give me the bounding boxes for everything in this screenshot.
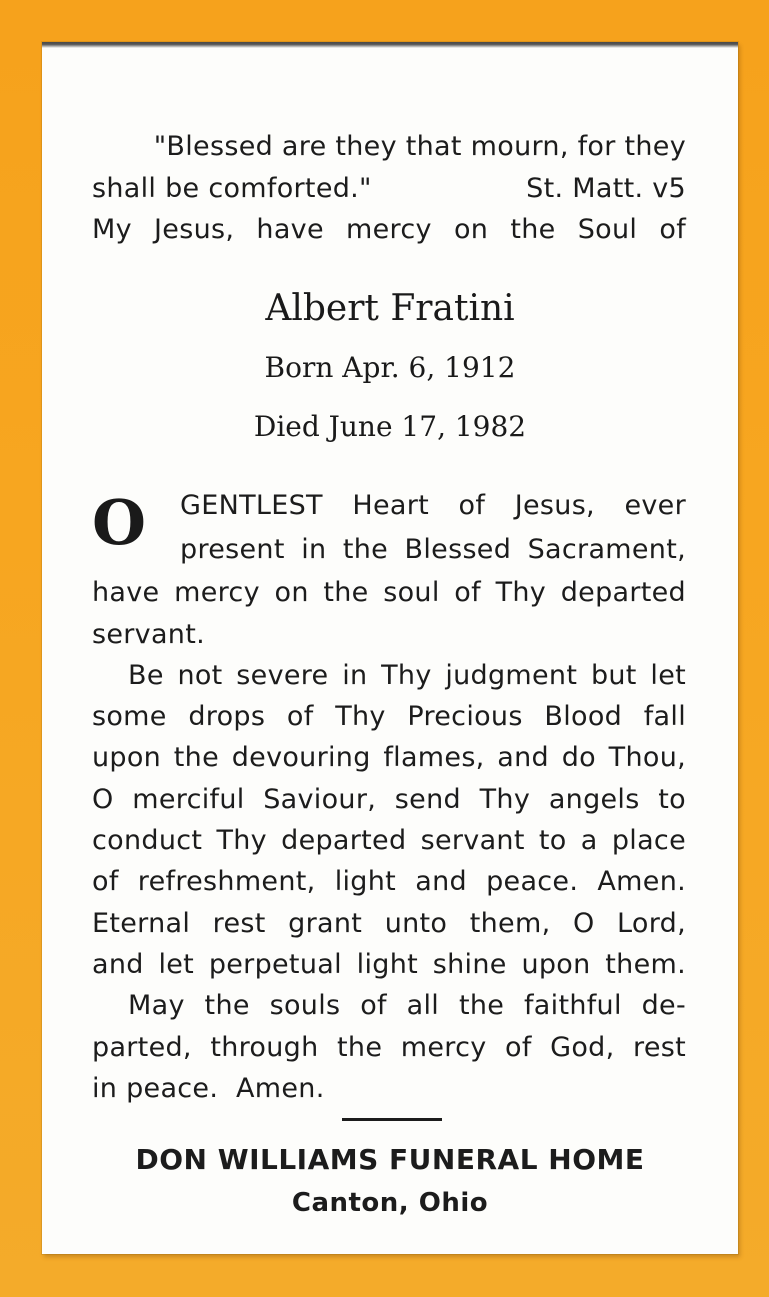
death-date: Died June 17, 1982 <box>253 410 527 443</box>
prayer-p3-line-1: Eternal rest grant unto them, O Lord, <box>92 908 686 939</box>
prayer-p2-line-2: some drops of Thy Precious Blood fall <box>92 701 686 732</box>
deceased-name: Albert Fratini <box>265 288 515 329</box>
funeral-home-location: Canton, Ohio <box>291 1188 489 1218</box>
prayer-p2-line-4: O merciful Saviour, send Thy angels to <box>92 784 686 815</box>
prayer-p1-line-1: GENTLEST Heart of Jesus, ever <box>180 490 686 521</box>
scripture-line-2 <box>92 173 686 205</box>
prayer-p1-line-4: servant. <box>92 619 205 650</box>
prayer-p1-line-2: present in the Blessed Sacrament, <box>180 534 686 565</box>
prayer-p4-line-3: in peace. Amen. <box>92 1073 325 1104</box>
scripture-line-1: "Blessed are they that mourn, for they <box>153 131 686 162</box>
prayer-p3-line-2: and let perpetual light shine upon them. <box>92 949 686 980</box>
prayer-p2-line-3: upon the devouring flames, and do Thou, <box>92 742 686 773</box>
prayer-p4-line-2: parted, through the mercy of God, rest <box>92 1032 686 1063</box>
funeral-home-name: DON WILLIAMS FUNERAL HOME <box>135 1143 645 1176</box>
invocation-line: My Jesus, have mercy on the Soul of <box>92 214 686 245</box>
prayer-p2-line-1: Be not severe in Thy judgment but let <box>128 660 686 691</box>
scripture-quote-end: shall be comforted." <box>92 173 372 204</box>
prayer-p4-line-1: May the souls of all the faithful de- <box>128 990 686 1021</box>
divider-rule <box>342 1118 442 1121</box>
prayer-p2-line-6: of refreshment, light and peace. Amen. <box>92 866 686 897</box>
prayer-p1-line-3: have mercy on the soul of Thy departed <box>92 577 686 608</box>
prayer-p2-line-5: conduct Thy departed servant to a place <box>92 825 686 856</box>
scripture-citation: St. Matt. v5 <box>526 173 686 204</box>
birth-date: Born Apr. 6, 1912 <box>264 351 516 384</box>
drop-cap: O <box>92 486 147 559</box>
memorial-card <box>42 42 738 1254</box>
